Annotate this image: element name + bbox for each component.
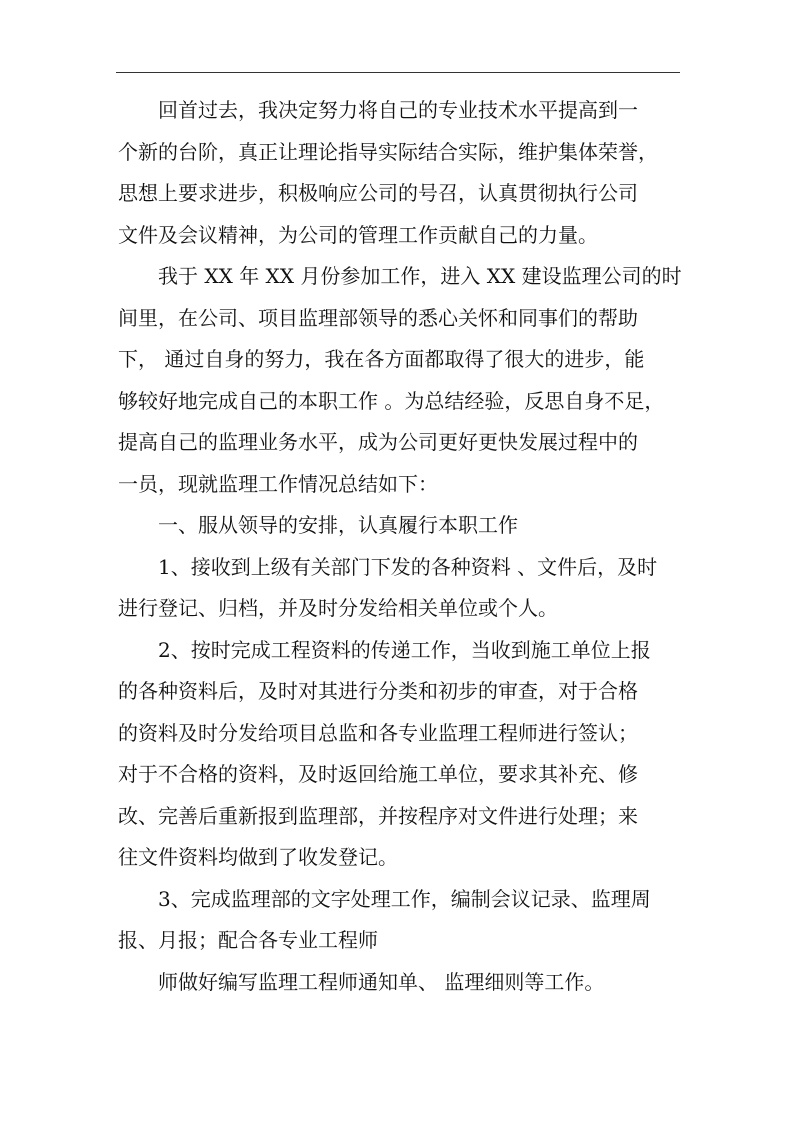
- paragraph-line: 思想上要求进步，积极响应公司的号召，认真贯彻执行公司: [118, 181, 638, 205]
- paragraph-line: 1、接收到上级有关部门下发的各种资料 、文件后，及时: [158, 554, 658, 579]
- paragraph-line: 的资料及时分发给项目总监和各专业监理工程师进行签认；: [118, 720, 638, 745]
- paragraph-line: 进行登记、归档，并及时分发给相关单位或个人。: [118, 596, 558, 620]
- paragraph-line: 间里，在公司、项目监理部领导的悉心关怀和同事们的帮助: [118, 305, 638, 330]
- paragraph-line: 对于不合格的资料，及时返回给施工单位，要求其补充、修: [118, 762, 638, 786]
- paragraph-line: 回首过去，我决定努力将自己的专业技术水平提高到一: [158, 98, 638, 122]
- paragraph-line: 报、月报；配合各专业工程师: [118, 928, 378, 952]
- paragraph-line: 师做好编写监理工程师通知单、 监理细则等工作。: [158, 969, 605, 994]
- paragraph-line: 提高自己的监理业务水平，成为公司更好更快发展过程中的: [118, 430, 638, 454]
- paragraph-line: 下， 通过自身的努力，我在各方面都取得了很大的进步，能: [118, 347, 645, 371]
- paragraph-line: 一员，现就监理工作情况总结如下：: [118, 471, 438, 496]
- paragraph-line: 2、按时完成工程资料的传递工作，当收到施工单位上报: [158, 637, 651, 662]
- section-heading: 一、服从领导的安排，认真履行本职工作: [158, 513, 518, 537]
- header-rule: [116, 72, 680, 73]
- document-body: [118, 90, 684, 1003]
- paragraph-line: 改、完善后重新报到监理部，并按程序对文件进行处理；来: [118, 803, 638, 828]
- paragraph-line: 够较好地完成自己的本职工作 。为总结经验，反思自身不足，: [118, 388, 665, 413]
- paragraph-line: 的各种资料后，及时对其进行分类和初步的审查，对于合格: [118, 679, 638, 703]
- paragraph-line: 我于 XX 年 XX 月份参加工作，进入 XX 建设监理公司的时: [158, 264, 682, 288]
- paragraph-line: 往文件资料均做到了收发登记。: [118, 845, 398, 869]
- paragraph-line: 个新的台阶，真正让理论指导实际结合实际，维护集体荣誉，: [118, 139, 658, 164]
- paragraph-line: 3、完成监理部的文字处理工作，编制会议记录、监理周: [158, 886, 651, 911]
- paragraph-line: 文件及会议精神，为公司的管理工作贡献自己的力量。: [118, 222, 598, 247]
